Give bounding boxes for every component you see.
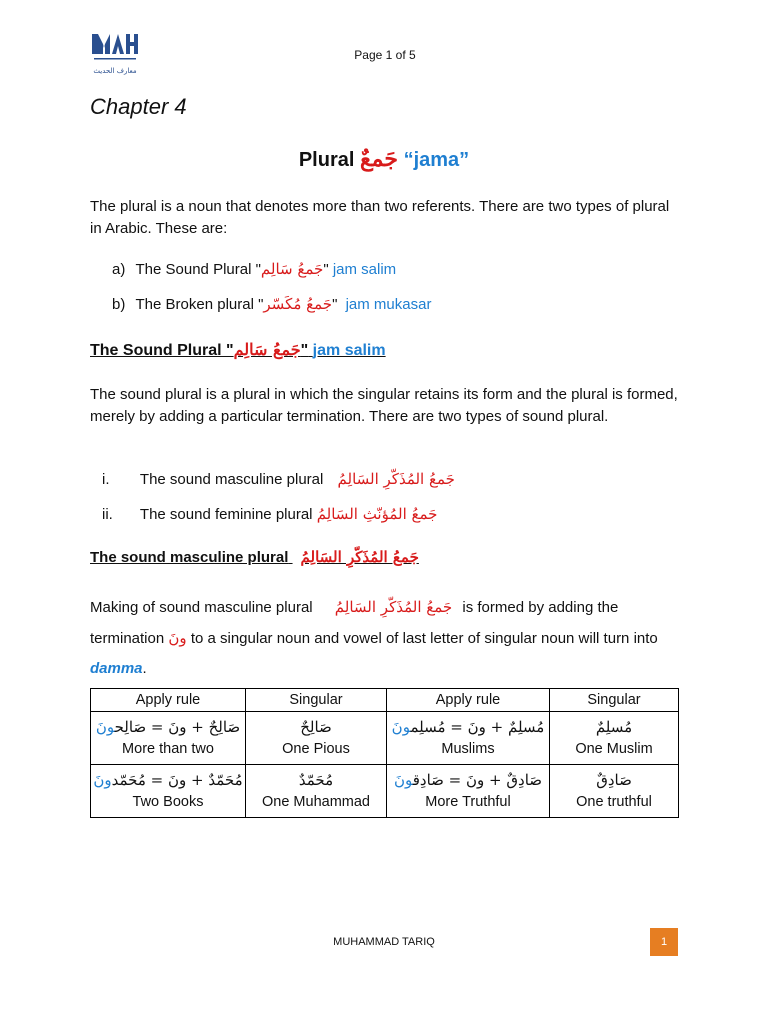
page-number-badge: 1 xyxy=(650,928,678,956)
list-item xyxy=(102,505,437,523)
table-cell xyxy=(246,712,387,765)
cell-arabic: صَالِحٌ + ونَ = صَالِح xyxy=(114,718,241,736)
list-marker: ii. xyxy=(102,506,113,523)
heading-translit: jam salim xyxy=(312,342,386,359)
heading-label: The sound masculine plural xyxy=(90,549,289,566)
title-word: Plural xyxy=(298,149,355,171)
cell-english: One truthful xyxy=(576,794,652,810)
list-marker: b) xyxy=(112,296,126,313)
table-header-row xyxy=(91,689,679,712)
list-close: " xyxy=(332,296,338,313)
list-label: The sound masculine plural xyxy=(139,471,324,488)
footer-author: MUHAMMAD TARIQ xyxy=(333,936,435,948)
cell-arabic: مُحَمّدٌ + ونَ = مُحَمّد xyxy=(111,771,243,789)
table-cell xyxy=(387,712,550,765)
publisher-logo xyxy=(90,30,140,74)
table-cell xyxy=(550,765,679,818)
page-indicator: Page 1 of 5 xyxy=(354,48,416,62)
para-part3: to a singular noun and vowel of last letter of singular noun will turn into xyxy=(190,630,658,647)
list-item xyxy=(102,470,455,488)
intro-paragraph xyxy=(90,196,680,240)
table-row xyxy=(91,765,679,818)
table-row xyxy=(91,712,679,765)
list-marker: i. xyxy=(102,471,110,488)
table-header: Apply rule xyxy=(387,689,550,712)
cell-english: Two Books xyxy=(132,794,204,810)
list-label: The Broken plural " xyxy=(135,296,264,313)
cell-arabic: صَالِحٌ xyxy=(300,718,332,736)
cell-arabic: صَادِقٌ + ونَ = صَادِق xyxy=(412,771,543,789)
para-arabic2: ونَ xyxy=(168,629,187,647)
cell-english: One Pious xyxy=(282,741,350,757)
cell-arabic-suffix: ونَ xyxy=(95,718,115,736)
cell-arabic: مُسلِمٌ xyxy=(595,718,633,736)
title-translit: “jama” xyxy=(403,149,470,171)
para-end: . xyxy=(142,660,147,677)
title-arabic: جَمعٌ xyxy=(359,146,398,172)
table-cell xyxy=(387,765,550,818)
list-item xyxy=(112,295,431,313)
table-header: Apply rule xyxy=(91,689,246,712)
intro-text: The plural is a noun that denotes more than two referents. There are two types of plural in Arabic. These are: xyxy=(90,198,670,237)
cell-arabic: صَادِقٌ xyxy=(596,771,632,789)
cell-english: One Muhammad xyxy=(262,794,370,810)
cell-english: More than two xyxy=(122,741,214,757)
section-heading-masculine-plural xyxy=(90,548,419,566)
heading-close: " xyxy=(300,342,309,359)
table-cell xyxy=(246,765,387,818)
list-arabic: جَمعُ سَالِم xyxy=(260,260,324,278)
cell-english: Muslims xyxy=(441,741,495,757)
cell-english: More Truthful xyxy=(425,794,511,810)
table-header: Singular xyxy=(246,689,387,712)
heading-arabic: جَمعُ المُذَكّرِ السَالِمُ xyxy=(300,548,419,566)
table-cell xyxy=(91,765,246,818)
list-arabic: جَمعُ مُكَسّر xyxy=(263,295,333,313)
list-close: " xyxy=(323,261,329,278)
list-item xyxy=(112,260,396,278)
page-title xyxy=(0,146,768,172)
logo-caption: معارف الحديث xyxy=(93,67,137,75)
sound-plural-text: The sound plural is a plural in which the singular retains its form and the plural is formed, merely by adding a particular termination. There are two types of sound plural. xyxy=(90,386,678,425)
para-arabic1: جَمعُ المُذَكّرِ السَالِمُ xyxy=(334,598,453,616)
cell-arabic: مُسلِمٌ + ونَ = مُسلِم xyxy=(410,718,545,736)
para-part2: is formed by adding the termination xyxy=(90,599,619,647)
cell-arabic-suffix: ونَ xyxy=(391,718,411,736)
heading-label: The Sound Plural " xyxy=(90,342,234,359)
table-header: Singular xyxy=(550,689,679,712)
sound-plural-paragraph xyxy=(90,384,680,428)
list-marker: a) xyxy=(112,261,126,278)
masculine-plural-paragraph xyxy=(90,592,680,684)
cell-arabic: مُحَمّدٌ xyxy=(298,771,334,789)
list-label: The sound feminine plural xyxy=(139,506,313,523)
table-cell xyxy=(91,712,246,765)
list-translit: jam salim xyxy=(332,261,397,278)
chapter-title: Chapter 4 xyxy=(90,94,187,119)
list-label: The Sound Plural " xyxy=(135,261,261,278)
section-heading-sound-plural xyxy=(90,340,386,360)
cell-arabic-suffix: ونَ xyxy=(393,771,413,789)
table-cell xyxy=(550,712,679,765)
list-arabic: جَمعُ المُؤنّثِ السَالِمُ xyxy=(316,505,438,523)
heading-arabic: جَمعُ سَالِم xyxy=(233,340,301,359)
list-arabic: جَمعُ المُذَكّرِ السَالِمُ xyxy=(337,470,455,488)
plural-rules-table xyxy=(90,688,679,818)
para-part1: Making of sound masculine plural xyxy=(90,599,313,616)
list-translit: jam mukasar xyxy=(345,296,432,313)
cell-english: One Muslim xyxy=(575,741,653,757)
cell-arabic-suffix: ونَ xyxy=(93,771,112,789)
para-emphasis: damma xyxy=(90,660,143,677)
